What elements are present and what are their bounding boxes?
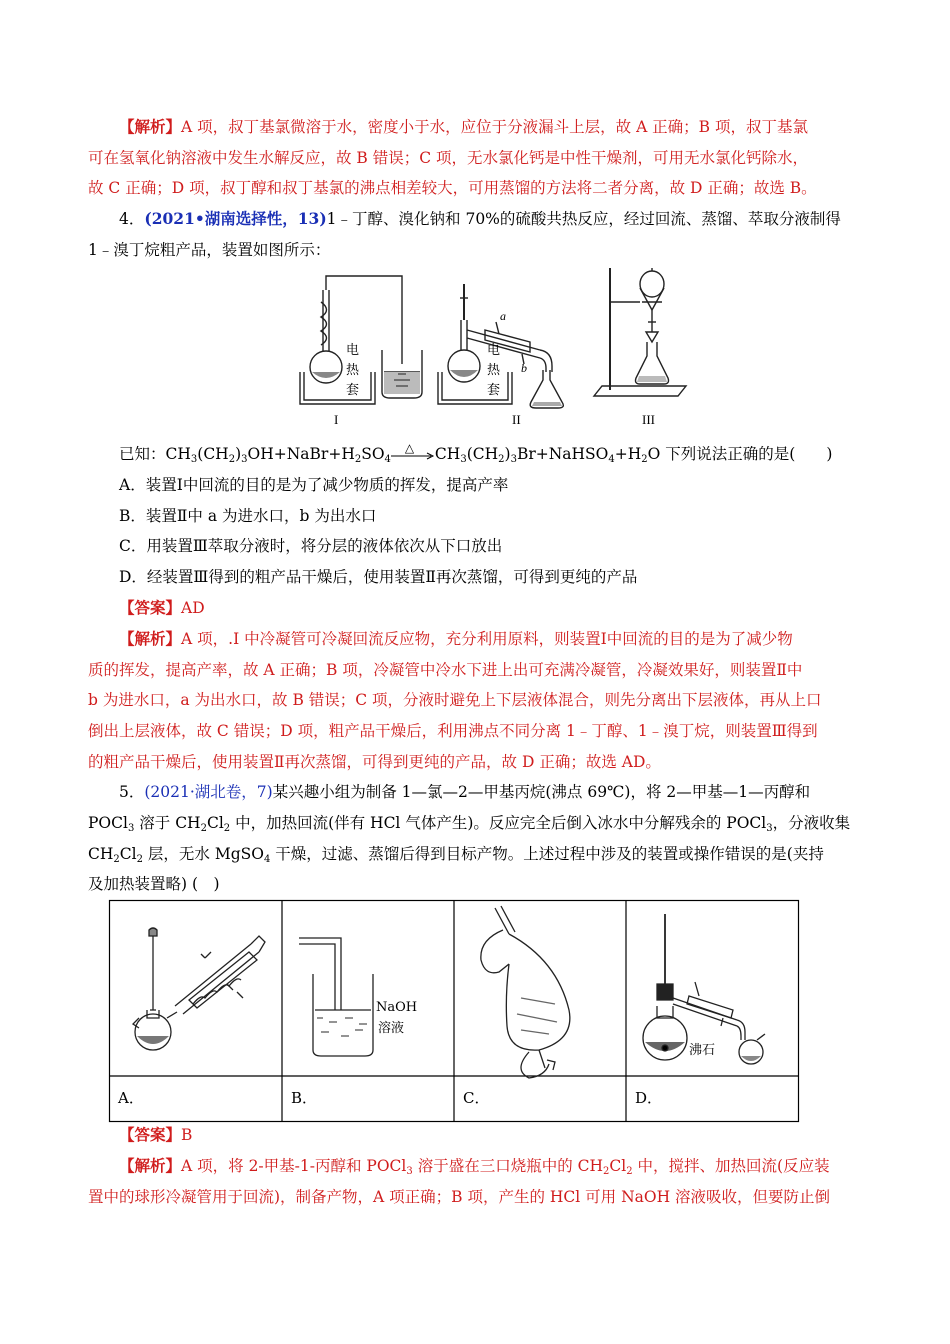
q4-analysis-line2: 质的挥发，提高产率，故 A 正确；B 项，冷凝管中冷水下进上出可充满冷凝管，冷凝效果好，则装置Ⅱ中	[88, 661, 803, 679]
cell-d-label: D．	[635, 1089, 663, 1107]
q4-analysis-line4: 倒出上层液体，故 C 错误；D 项，粗产品干燥后，利用沸点不同分离 1﹣丁醇、1﹣溴丁烷，则装置Ⅲ得到	[88, 722, 818, 740]
apparatus-a-drawing	[133, 928, 265, 1050]
q4-answer-tag: 【答案】	[119, 598, 182, 617]
q4-option-a: A．装置Ⅰ中回流的目的是为了减少物质的挥发，提高产率	[119, 476, 509, 494]
q5-analysis-text-c: 中，搅拌、加热回流(反应装	[637, 1157, 830, 1175]
q5-analysis-line2: 置中的球形冷凝管用于回流)，制备产物，A 项正确；B 项，产生的 HCl 可用 NaOH 溶液吸收，但要防止倒	[88, 1188, 831, 1206]
fig-label-heater-2: 热	[346, 362, 360, 377]
q5-number: 5．	[119, 783, 145, 801]
apparatus-b-drawing	[299, 938, 373, 1056]
known-prefix: 已知：CH	[119, 445, 191, 463]
q5-stem-line1	[119, 781, 810, 803]
q4-analysis-line1	[119, 628, 793, 650]
fig-label-a: a	[500, 309, 506, 323]
fig-label-heater-ii-3: 套	[487, 382, 501, 397]
q4-source: (2021•湖南选择性，13)	[144, 209, 327, 228]
q5-answer-value: B	[181, 1126, 193, 1144]
q4-analysis-line3: b 为进水口，a 为出水口，故 B 错误；C 项，分液时避免上下层液体混合，则先分离出下层液体，再从上口	[88, 691, 822, 709]
q5-answer	[119, 1124, 192, 1146]
q4-known-reaction: 已知：$CH_3(CH_2)_3OH+NaBr+H_2SO_4$ △ $CH_3(CH_2)_3Br+NaHSO_4+H_2O$ 下列说法正确的是( )	[119, 443, 832, 465]
q4-apparatus-figure	[290, 262, 690, 437]
fig-label-b: b	[521, 361, 527, 375]
q4-number: 4．	[119, 210, 145, 228]
boiling-chip-label: 沸石	[689, 1043, 716, 1058]
cell-b-label: B．	[291, 1089, 318, 1107]
apparatus-c-drawing	[481, 906, 570, 1078]
q5-stem-l3: 层，无水 MgSO	[147, 845, 264, 863]
fig-label-heater-ii-1: 电	[487, 342, 501, 357]
cell-c-label: C．	[463, 1089, 490, 1107]
q4-analysis-line5: 的粗产品干燥后，使用装置Ⅱ再次蒸馏，可得到更纯的产品，故 D 正确；故选 AD。	[88, 753, 661, 771]
q4-stem-text: 1﹣丁醇、溴化钠和 70%的硫酸共热反应，经过回流、蒸馏、萃取分液制得	[326, 210, 841, 228]
fig-caption-I: I	[334, 412, 339, 427]
cell-a-label: A．	[118, 1089, 144, 1107]
q5-stem-l3b: 干燥，过滤、蒸馏后得到目标产物。上述过程中涉及的装置或操作错误的是(夹持	[275, 845, 824, 863]
q4-answer-value: AD	[181, 599, 205, 617]
fig-label-heater-1: 电	[346, 342, 360, 357]
q5-analysis-text: A 项，将 2-甲基-1-丙醇和 POCl	[181, 1157, 407, 1175]
known-suffix: 下列说法正确的是( )	[665, 445, 833, 463]
q3-analysis-line1	[119, 116, 808, 138]
q3-analysis-tag: 【解析】	[119, 117, 182, 136]
q5-analysis-line1: 【解析】A 项，将 2-甲基-1-丙醇和 POCl$_3$ 溶于盛在三口烧瓶中的 $CH_2Cl_2$ 中，搅拌、加热回流(反应装	[119, 1156, 830, 1177]
q4-option-c: C．用装置Ⅲ萃取分液时，将分层的液体依次从下口放出	[119, 537, 503, 555]
q3-analysis-text: A 项，叔丁基氯微溶于水，密度小于水，应位于分液漏斗上层，故 A 正确；B 项，叔丁基氯	[181, 118, 809, 136]
q4-option-b: B．装置Ⅱ中 a 为进水口，b 为出水口	[119, 507, 377, 525]
q5-analysis-tag: 【解析】	[119, 1156, 182, 1175]
q4-answer	[119, 597, 205, 619]
reaction-arrow	[391, 441, 435, 459]
q3-analysis-line2: 可在氢氧化钠溶液中发生水解反应，故 B 错误；C 项，无水氯化钙是中性干燥剂，可用无水氯化钙除水，	[88, 149, 809, 167]
q4-option-d: D．经装置Ⅲ得到的粗产品干燥后，使用装置Ⅱ再次蒸馏，可得到更纯的产品	[119, 568, 638, 586]
naoh-label: NaOH	[376, 1000, 418, 1015]
q5-source: (2021·湖北卷，7)	[144, 783, 273, 801]
q5-stem-line3: $CH_2Cl_2$ 层，无水 MgSO$_4$ 干燥，过滤、蒸馏后得到目标产物。上述过程中涉及的装置或操作错误的是(夹持	[88, 845, 824, 865]
q5-analysis-text-b: 溶于盛在三口烧瓶中的 CH	[417, 1157, 604, 1175]
q4-analysis-text: A 项，.I 中冷凝管可冷凝回流反应物，充分利用原料，则装置Ⅰ中回流的目的是为了减少物	[181, 630, 793, 648]
q5-answer-tag: 【答案】	[119, 1125, 182, 1144]
solution-label: 溶液	[378, 1021, 405, 1036]
q3-analysis-line3: 故 C 正确；D 项，叔丁醇和叔丁基氯的沸点相差较大，可用蒸馏的方法将二者分离，故 D 正确；故选 B。	[88, 179, 817, 197]
q5-stem-text: 某兴趣小组为制备 1—氯—2—甲基丙烷(沸点 69℃)，将 2—甲基—1—丙醇和	[272, 783, 811, 801]
q5-stem-line4: 及加热装置略) ( )	[88, 875, 220, 893]
fig-caption-III: III	[642, 412, 655, 427]
q4-analysis-tag: 【解析】	[119, 629, 182, 648]
fig-label-heater-ii-2: 热	[487, 362, 501, 377]
q5-apparatus-table	[109, 900, 799, 1122]
q5-stem-line2: POCl$_3$ 溶于 $CH_2Cl_2$ 中，加热回流(伴有 HCl 气体产生)。反应完全后倒入冰水中分解残余的 POCl$_3$，分液收集	[88, 814, 851, 834]
fig-caption-II: II	[512, 412, 521, 427]
q4-stem-line1	[119, 208, 841, 230]
q4-stem-line2: 1﹣溴丁烷粗产品，装置如图所示：	[88, 241, 331, 259]
apparatus-d-drawing	[643, 914, 765, 1064]
fig-label-heater-3: 套	[346, 382, 360, 397]
delta-symbol: △	[404, 441, 415, 455]
